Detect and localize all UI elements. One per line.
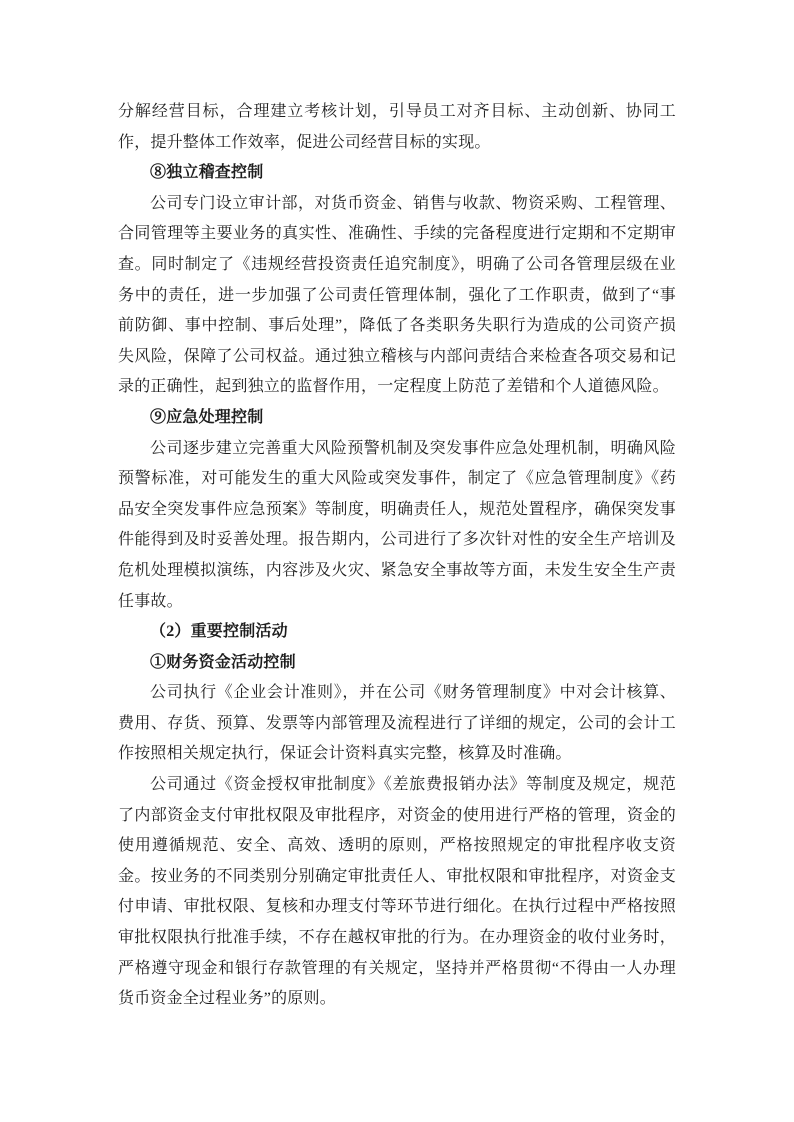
paragraph-audit-department: 公司专门设立审计部，对货币资金、销售与收款、物资采购、工程管理、合同管理等主要业务的真实性、准确性、手续的完备程度进行定期和不定期审查。同时制定了《违规经营投资责任追究制度》，明确了公司各管理层级在业务中的责任，进一步加强了公司责任管理体制，强化了工作职责，做到了“事前防御、事中控制、事后处理”，降低了各类职务失职行为造成的公司资产损失风险，保障了公司权益。通过独立稽核与内部问责结合来检查各项交易和记录的正确性，起到独立的监督作用，一定程度上防范了差错和个人道德风险。 [118, 194, 676, 396]
paragraph-funds-approval-authority: 公司通过《资金授权审批制度》《差旅费报销办法》等制度及规定，规范了内部资金支付审批权限及审批程序，对资金的使用进行严格的管理，资金的使用遵循规范、安全、高效、透明的原则，严格按照规定的审批程序收支资金。按业务的不同类别分别确定审批责任人、审批权限和审批程序，对资金支付申请、审批权限、复核和办理支付等环节进行细化。在执行过程中严格按照审批权限执行批准手续，不存在越权审批的行为。在办理资金的收付业务时，严格遵守现金和银行存款管理的有关规定，坚持并严格贯彻“不得由一人办理货币资金全过程业务”的原则。 [118, 776, 676, 1008]
heading-8-independent-inspection-control: ⑧独立稽查控制 [150, 164, 264, 182]
paragraph-continued-business-goals: 分解经营目标，合理建立考核计划，引导员工对齐目标、主动创新、协同工作，提升整体工作效率，促进公司经营目标的实现。 [118, 103, 676, 151]
page-content [118, 97, 676, 1015]
heading-9-emergency-handling-control: ⑨应急处理控制 [150, 408, 264, 426]
paragraph-accounting-standards: 公司执行《企业会计准则》，并在公司《财务管理制度》中对会计核算、费用、存货、预算、发票等内部管理及流程进行了详细的规定，公司的会计工作按照相关规定执行，保证会计资料真实完整，核算及时准确。 [118, 684, 676, 763]
heading-2-important-control-activities: （2）重要控制活动 [150, 623, 288, 641]
heading-1-financial-funds-activity-control: ①财务资金活动控制 [150, 653, 296, 671]
paragraph-risk-warning-mechanism: 公司逐步建立完善重大风险预警机制及突发事件应急处理机制，明确风险预警标准，对可能发生的重大风险或突发事件，制定了《应急管理制度》《药品安全突发事件应急预案》等制度，明确责任人，规范处置程序，确保突发事件能得到及时妥善处理。报告期内，公司进行了多次针对性的安全生产培训及危机处理模拟演练，内容涉及火灾、紧急安全事故等方面，未发生安全生产责任事故。 [118, 439, 676, 610]
